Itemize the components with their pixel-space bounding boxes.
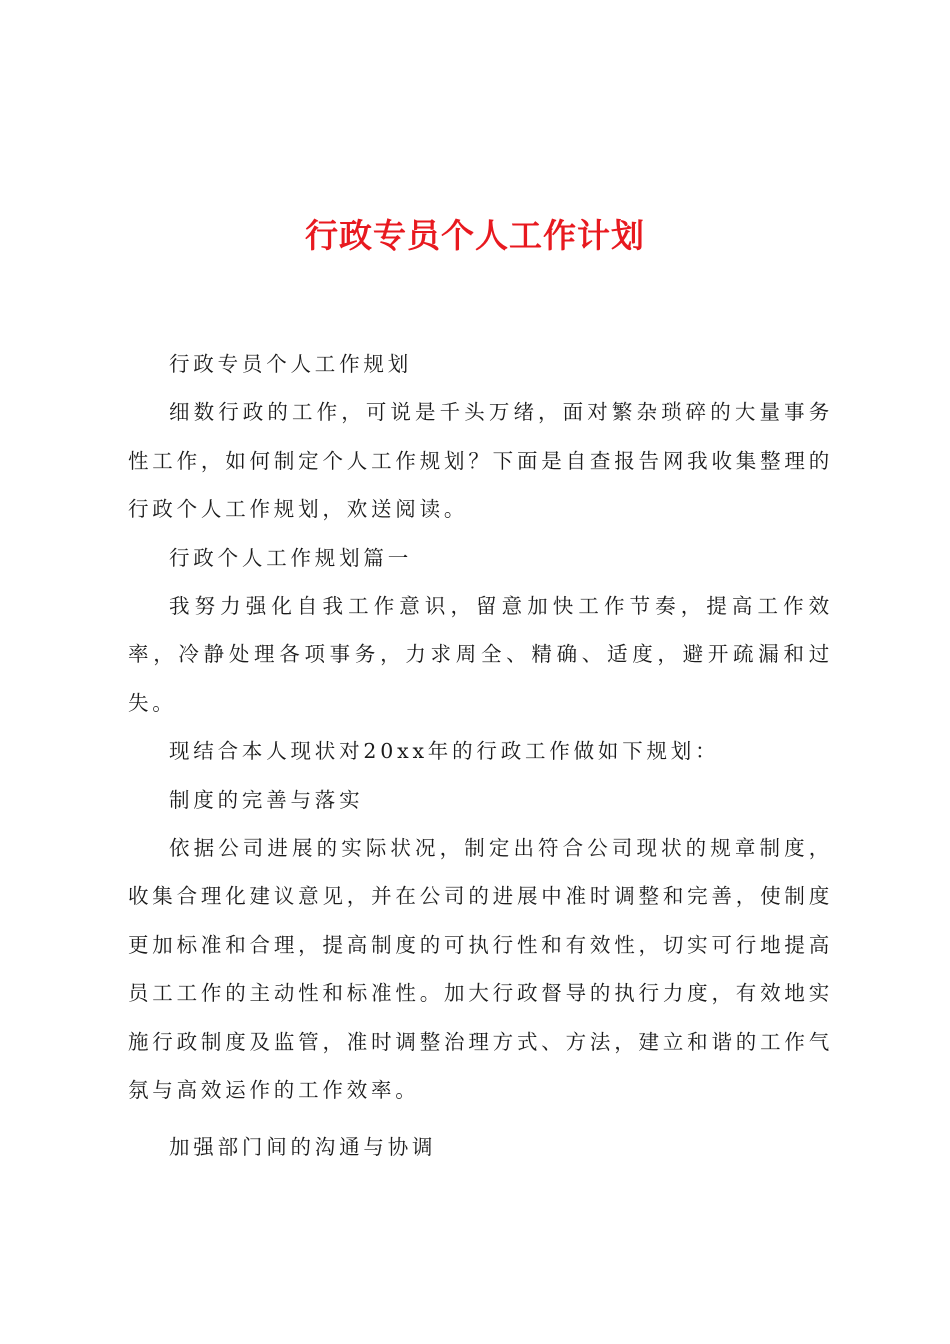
paragraph-body-system: 依据公司进展的实际状况，制定出符合公司现状的规章制度，收集合理化建议意见，并在公司的进展中准时调整和完善，使制度更加标准和合理，提高制度的可执行性和有效性，切实可行地提高员工工作的主动性和标准性。加大行政督导的执行力度，有效地实施行政制度及监管，准时调整治理方式、方法，建立和谐的工作气氛与高效运作的工作效率。 [128,836,833,1103]
paragraph-subtitle: 行政专员个人工作规划 [169,352,412,376]
paragraph-intro: 细数行政的工作，可说是千头万绪，面对繁杂琐碎的大量事务性工作，如何制定个人工作规划？下面是自查报告网我收集整理的行政个人工作规划，欢送阅读。 [128,400,833,522]
paragraph-heading-communication: 加强部门间的沟通与协调 [169,1134,437,1159]
paragraph-plan-intro: 现结合本人现状对20xx年的行政工作做如下规划： [169,739,720,764]
document-body [128,340,833,1171]
paragraph-body: 我努力强化自我工作意识，留意加快工作节奏，提高工作效率，冷静处理各项事务，力求周全、精确、适度，避开疏漏和过失。 [128,594,833,715]
paragraph-heading-system: 制度的完善与落实 [169,787,364,812]
document-title: 行政专员个人工作计划 [305,216,645,255]
paragraph-section-heading: 行政个人工作规划篇一 [169,545,412,570]
